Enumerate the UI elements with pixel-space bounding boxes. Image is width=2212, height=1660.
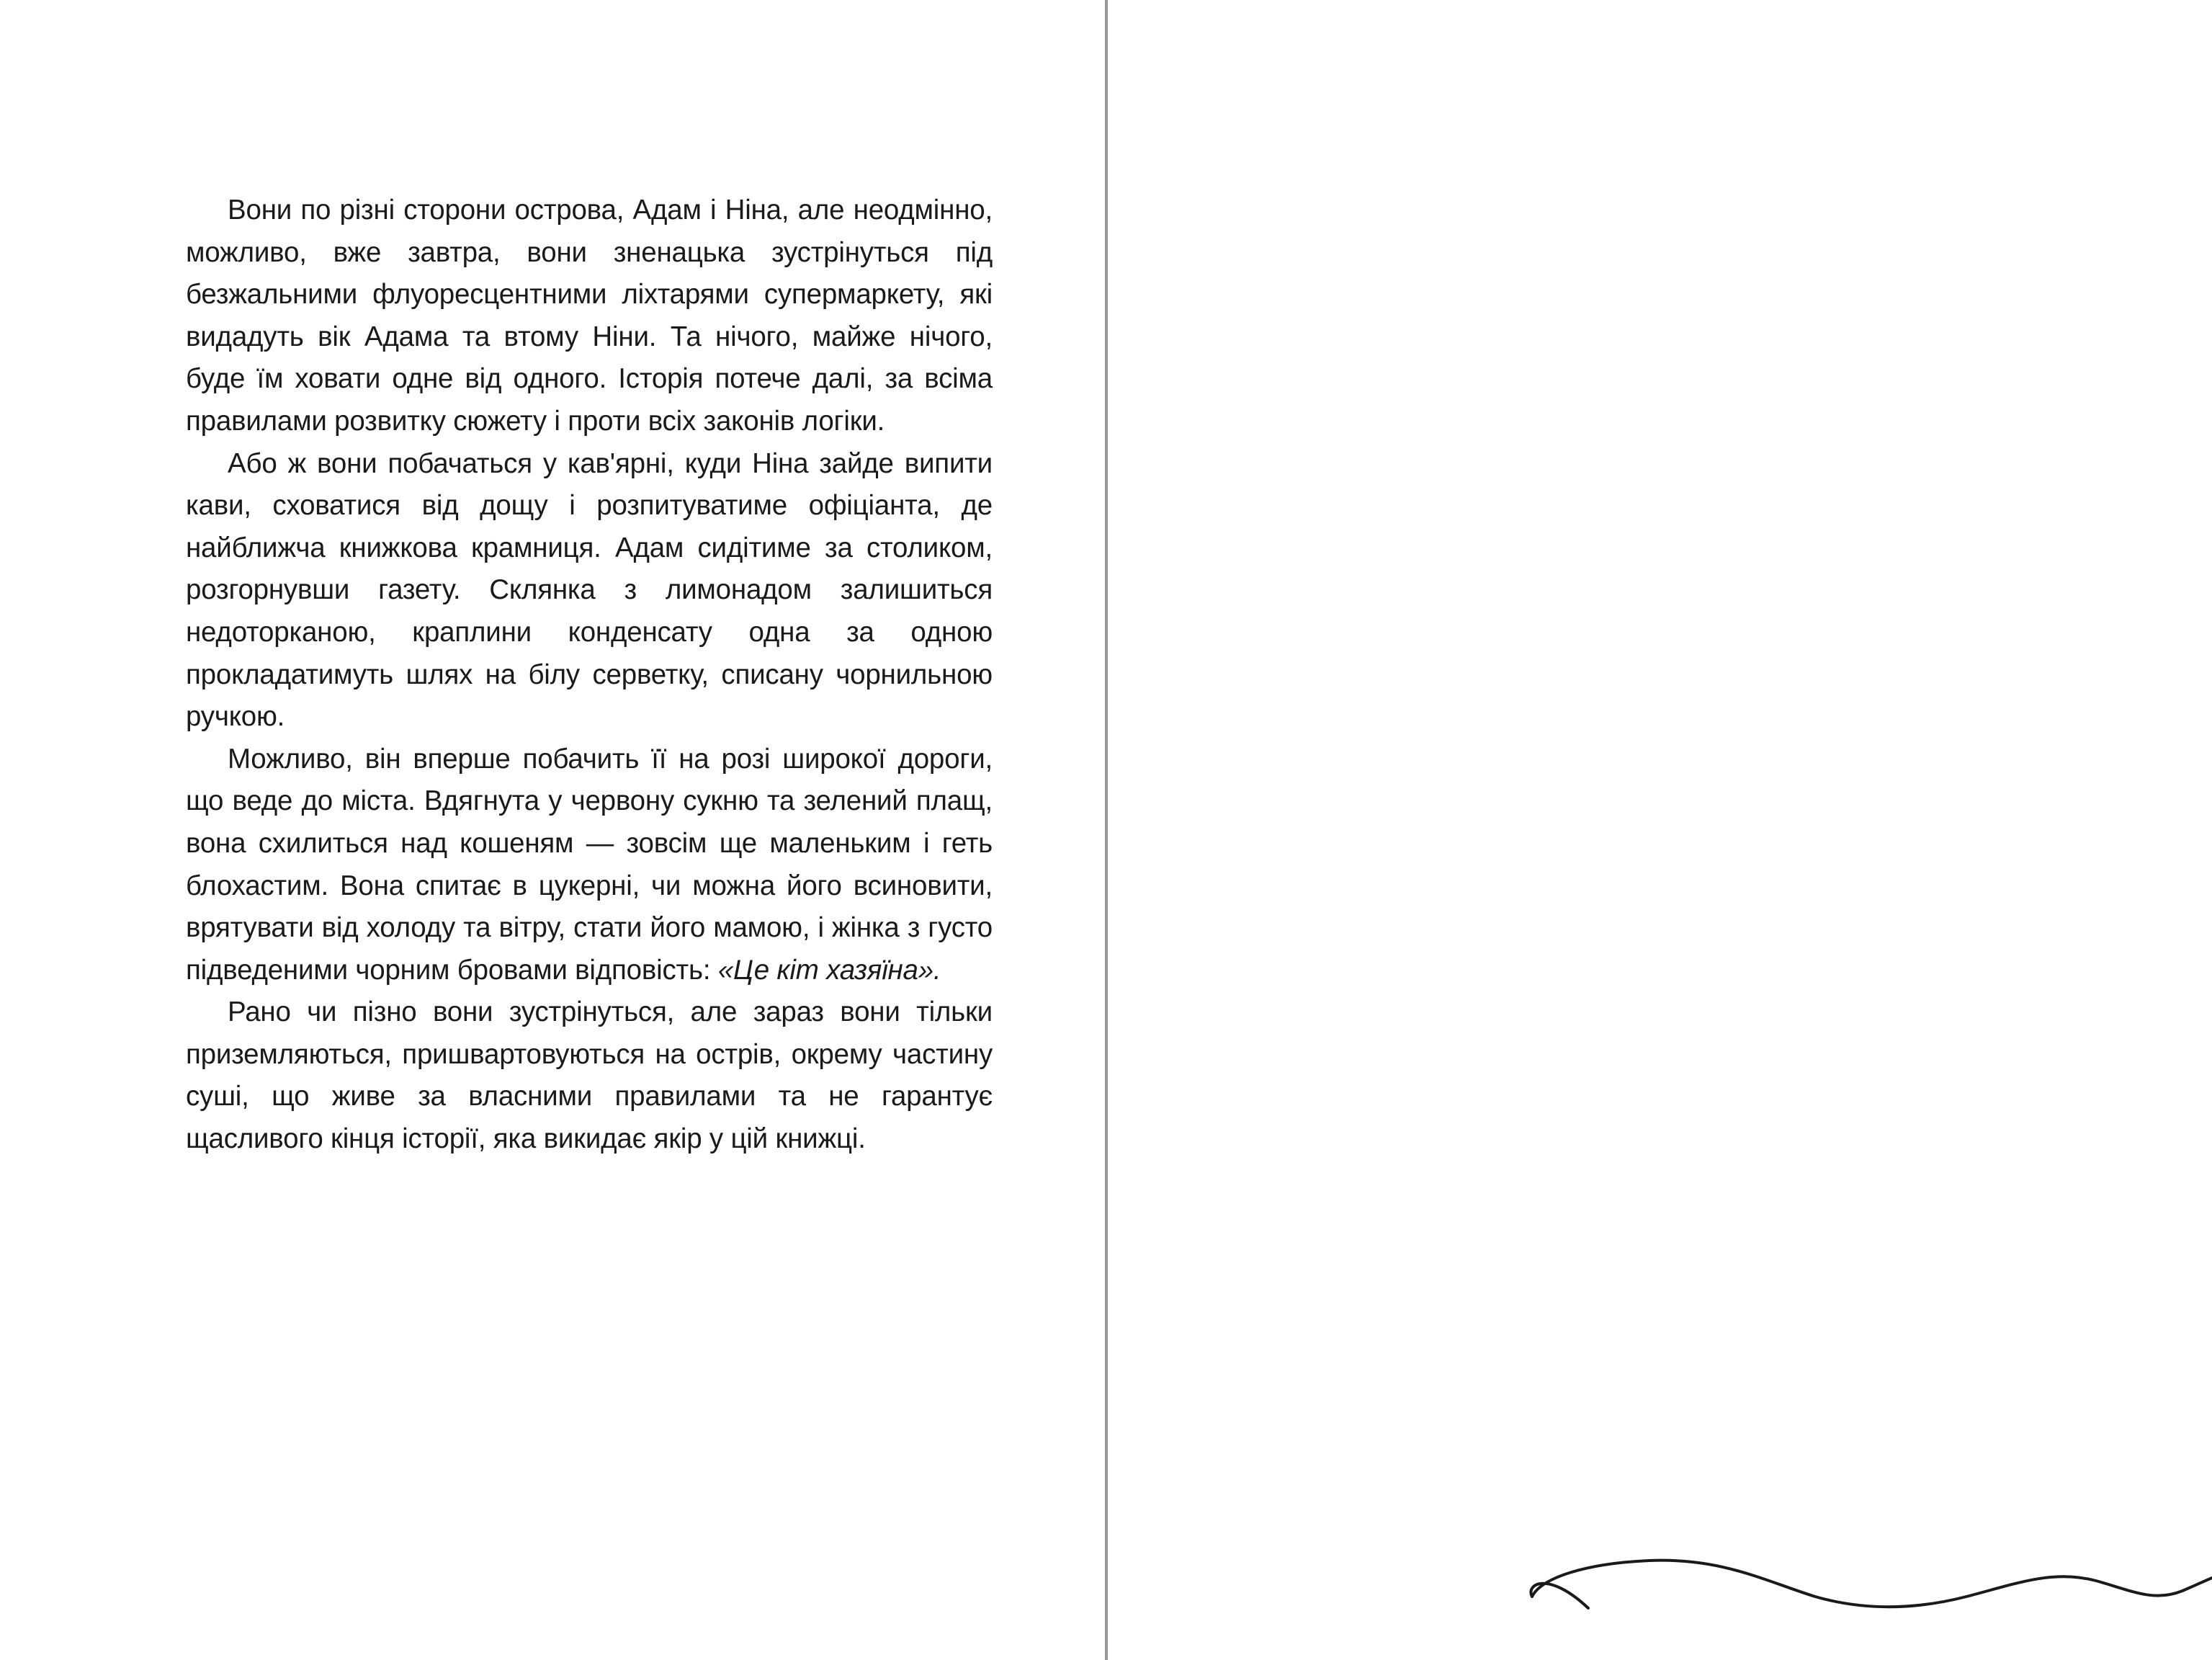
body-text <box>186 189 993 1161</box>
paragraph-3-quote: «Це кіт хазяїна». <box>717 954 941 986</box>
left-page <box>0 0 1105 1660</box>
right-page <box>1108 0 2212 1660</box>
paragraph-1: Вони по різні сторони острова, Адам і Ніна, але неодмінно, можливо, вже завтра, вони зненацька зустрінуться під безжальними флуоресцентними ліхтарями супермаркету, які видадуть вік Адама та втому Ніни. Та нічого, майже нічого, буде їм ховати одне від одного. Історія потече далі, за всіма правилами розвитку сюжету і проти всіх законів логіки. <box>186 195 993 437</box>
paragraph-3 <box>186 738 993 992</box>
paragraph-2: Або ж вони побачаться у кав'ярні, куди Ніна зайде випити кави, сховатися від дощу і розпитуватиме офіціанта, де найближча книжкова крамниця. Адам сидітиме за столиком, розгорнувши газету. Склянка з лимонадом залишиться недоторканою, краплини конденсату одна за одною прокладатимуть шлях на білу серветку, списану чорнильною ручкою. <box>186 447 993 733</box>
paragraph-4: Рано чи пізно вони зустрінуться, але зараз вони тільки приземляються, пришвартовуються на острів, окрему частину суші, що живе за власними правилами та не гарантує щасливого кінця історії, яка викидає якір у цій книжці. <box>186 996 993 1155</box>
paragraph-3-text: Можливо, він вперше побачить її на розі широкої дороги, що веде до міста. Вдягнута у червону сукню та зелений плащ, вона схилиться над кошеням — зовсім ще маленьким і геть блохастим. Вона спитає в цукерні, чи можна його всиновити, врятувати від холоду та вітру, стати його мамою, і жінка з густо підведеними чорним бровами відповість: <box>186 743 993 986</box>
